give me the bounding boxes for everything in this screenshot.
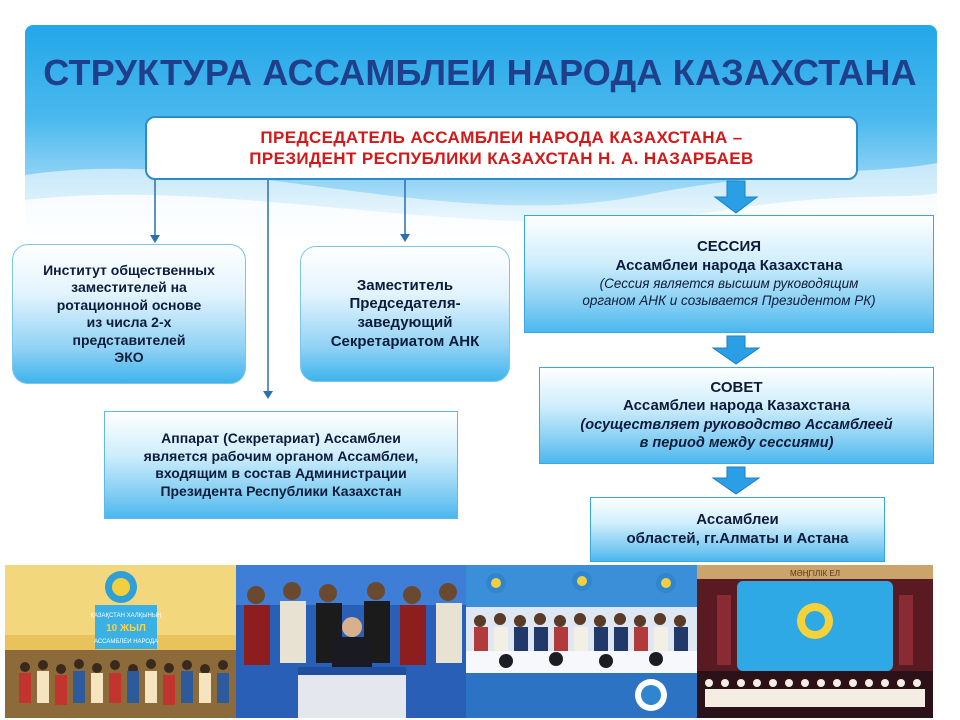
apparatus-line: является рабочим органом Ассамблеи, [143, 447, 419, 464]
deputy-line: Заместитель [356, 276, 454, 294]
council-heading: СОВЕТ [710, 378, 763, 396]
connector-to-apparatus [263, 180, 273, 399]
institute-box [12, 244, 246, 384]
council-box [539, 367, 934, 464]
institute-line: Институт общественных [43, 261, 215, 278]
chairman-line-2: ПРЕЗИДЕНТ РЕСПУБЛИКИ КАЗАХСТАН Н. А. НАЗАРБАЕВ [249, 149, 754, 168]
connector-to-deputy [400, 180, 410, 242]
connector-to-institute [150, 180, 160, 243]
photo-stage-flag [697, 565, 933, 718]
chairman-line-1: ПРЕДСЕДАТЕЛЬ АССАМБЛЕИ НАРОДА КАЗАХСТАНА – [260, 127, 743, 147]
chairman-box [145, 116, 858, 180]
institute-line: заместителей на [71, 279, 187, 295]
session-note-1: (Сессия является высшим руководящим [599, 275, 859, 291]
council-note-1: (осуществляет руководство Ассамблеей [580, 417, 893, 434]
arrow-to-council [713, 336, 759, 364]
institute-line: ротационной основе [56, 296, 202, 313]
photo-speaker-podium [236, 565, 466, 718]
photo1-sign: 10 ЖЫЛ [106, 623, 146, 634]
council-note-2: в период между сессиями) [639, 435, 834, 452]
session-note-2: органом АНК и созывается Президентом РК) [582, 292, 876, 308]
regional-line-1: Ассамблеи [696, 510, 779, 528]
apparatus-line: входящим в состав Администрации [155, 465, 407, 481]
session-box [524, 215, 934, 333]
arrow-to-session [715, 181, 757, 213]
photo-presidium [466, 565, 697, 718]
institute-line: ЭКО [114, 349, 144, 365]
deputy-line: Секретариатом АНК [330, 332, 480, 350]
deputy-line: заведующий [357, 314, 453, 331]
photo-strip [5, 565, 955, 718]
photo4-sign: МӘҢГІЛІК ЕЛ [790, 569, 840, 578]
session-heading: СЕССИЯ [696, 238, 762, 256]
regional-box [590, 497, 885, 562]
institute-line: из числа 2-х [86, 314, 172, 330]
apparatus-line: Аппарат (Секретариат) Ассамблеи [161, 430, 401, 446]
arrow-to-regional [713, 467, 759, 494]
photo1-sign: ҚАЗАҚСТАН ХАЛҚЫНЫҢ [90, 613, 162, 619]
regional-line-2: областей, гг.Алматы и Астана [626, 529, 849, 547]
apparatus-box [104, 411, 458, 519]
institute-line: представителей [72, 331, 186, 348]
photo1-sign: АССАМБЛЕИ НАРОДА [93, 639, 159, 645]
page-title: СТРУКТУРА АССАМБЛЕИ НАРОДА КАЗАХСТАНА [43, 52, 917, 93]
council-subheading: Ассамблеи народа Казахстана [622, 397, 851, 415]
session-subheading: Ассамблеи народа Казахстана [615, 257, 843, 275]
deputy-box [300, 246, 510, 382]
photo-session-hall [5, 565, 236, 718]
apparatus-line: Президента Республики Казахстан [160, 482, 402, 499]
deputy-line: Председателя- [349, 295, 461, 313]
